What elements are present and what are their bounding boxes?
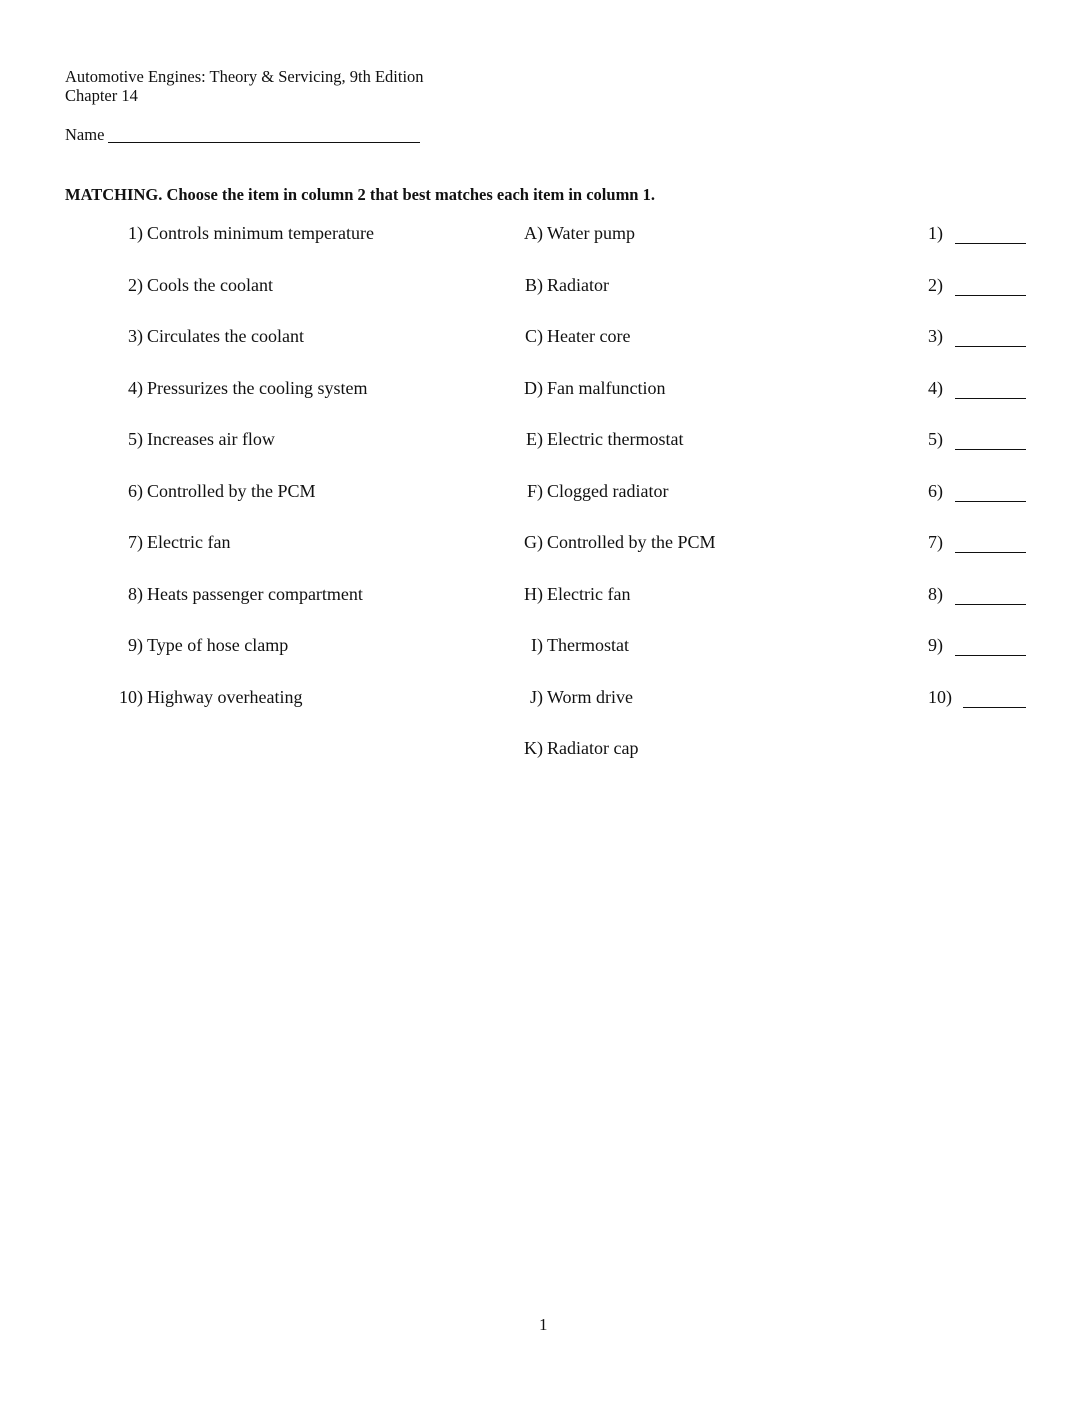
column1-number: 8) — [128, 584, 143, 604]
answer-label: 8) — [928, 584, 943, 604]
column1-item: Pressurizes the cooling system — [147, 378, 368, 398]
instructions: MATCHING. Choose the item in column 2 that best matches each item in column 1. — [65, 185, 655, 204]
column2-letter: D) — [524, 378, 543, 398]
column1-item: Controlled by the PCM — [147, 481, 316, 501]
answer-label: 6) — [928, 481, 943, 501]
answer-blank[interactable] — [955, 346, 1026, 347]
column1-item: Circulates the coolant — [147, 326, 304, 346]
column2-letter: J) — [530, 687, 543, 707]
column2-letter: G) — [524, 532, 543, 552]
answer-label: 3) — [928, 326, 943, 346]
column1-number: 10) — [119, 687, 143, 707]
answer-blank[interactable] — [955, 449, 1026, 450]
name-label: Name — [65, 125, 105, 144]
answer-label: 10) — [928, 687, 952, 707]
column2-item: Water pump — [547, 223, 636, 243]
column2-item: Radiator cap — [547, 738, 639, 758]
column1-item: Increases air flow — [147, 429, 275, 449]
column1-number: 5) — [128, 429, 143, 449]
column2-item: Controlled by the PCM — [547, 532, 716, 552]
column2-letter: I) — [531, 635, 543, 655]
answer-blank[interactable] — [955, 501, 1026, 502]
column2-letter: B) — [525, 275, 543, 295]
answer-blank[interactable] — [955, 604, 1026, 605]
answer-blank[interactable] — [963, 707, 1026, 708]
column2-letter: C) — [525, 326, 543, 346]
column1-item: Cools the coolant — [147, 275, 273, 295]
column2-letter: A) — [524, 223, 543, 243]
answer-blank[interactable] — [955, 398, 1026, 399]
column2-letter: F) — [526, 481, 543, 501]
chapter-label: Chapter 14 — [65, 86, 138, 105]
answer-blank[interactable] — [955, 552, 1026, 553]
column2-item: Worm drive — [547, 687, 634, 707]
answer-label: 1) — [928, 223, 943, 243]
column2-item: Thermostat — [547, 635, 629, 655]
column1-number: 6) — [128, 481, 143, 501]
column2-item: Electric fan — [547, 584, 631, 604]
column1-item: Controls minimum temperature — [147, 223, 374, 243]
column1-number: 9) — [128, 635, 143, 655]
column1-item: Highway overheating — [147, 687, 303, 707]
column2-item: Electric thermostat — [547, 429, 684, 449]
column1-number: 4) — [128, 378, 143, 398]
column2-item: Fan malfunction — [547, 378, 666, 398]
column2-letter: H) — [524, 584, 543, 604]
column2-letter: K) — [524, 738, 543, 758]
column2-item: Radiator — [547, 275, 609, 295]
book-title: Automotive Engines: Theory & Servicing, 9th Edition — [65, 67, 424, 86]
page-number: 1 — [539, 1315, 548, 1334]
name-field[interactable] — [108, 142, 420, 143]
column1-item: Heats passenger compartment — [147, 584, 363, 604]
column1-number: 1) — [128, 223, 143, 243]
column2-item: Clogged radiator — [547, 481, 669, 501]
answer-blank[interactable] — [955, 295, 1026, 296]
column1-number: 2) — [128, 275, 143, 295]
column2-letter: E) — [526, 429, 543, 449]
column1-number: 7) — [128, 532, 143, 552]
answer-blank[interactable] — [955, 655, 1026, 656]
answer-label: 4) — [928, 378, 943, 398]
answer-label: 7) — [928, 532, 943, 552]
answer-label: 9) — [928, 635, 943, 655]
column1-item: Type of hose clamp — [147, 635, 289, 655]
answer-label: 5) — [928, 429, 943, 449]
answer-label: 2) — [928, 275, 943, 295]
column1-item: Electric fan — [147, 532, 231, 552]
column1-number: 3) — [128, 326, 143, 346]
column2-item: Heater core — [547, 326, 631, 346]
answer-blank[interactable] — [955, 243, 1026, 244]
